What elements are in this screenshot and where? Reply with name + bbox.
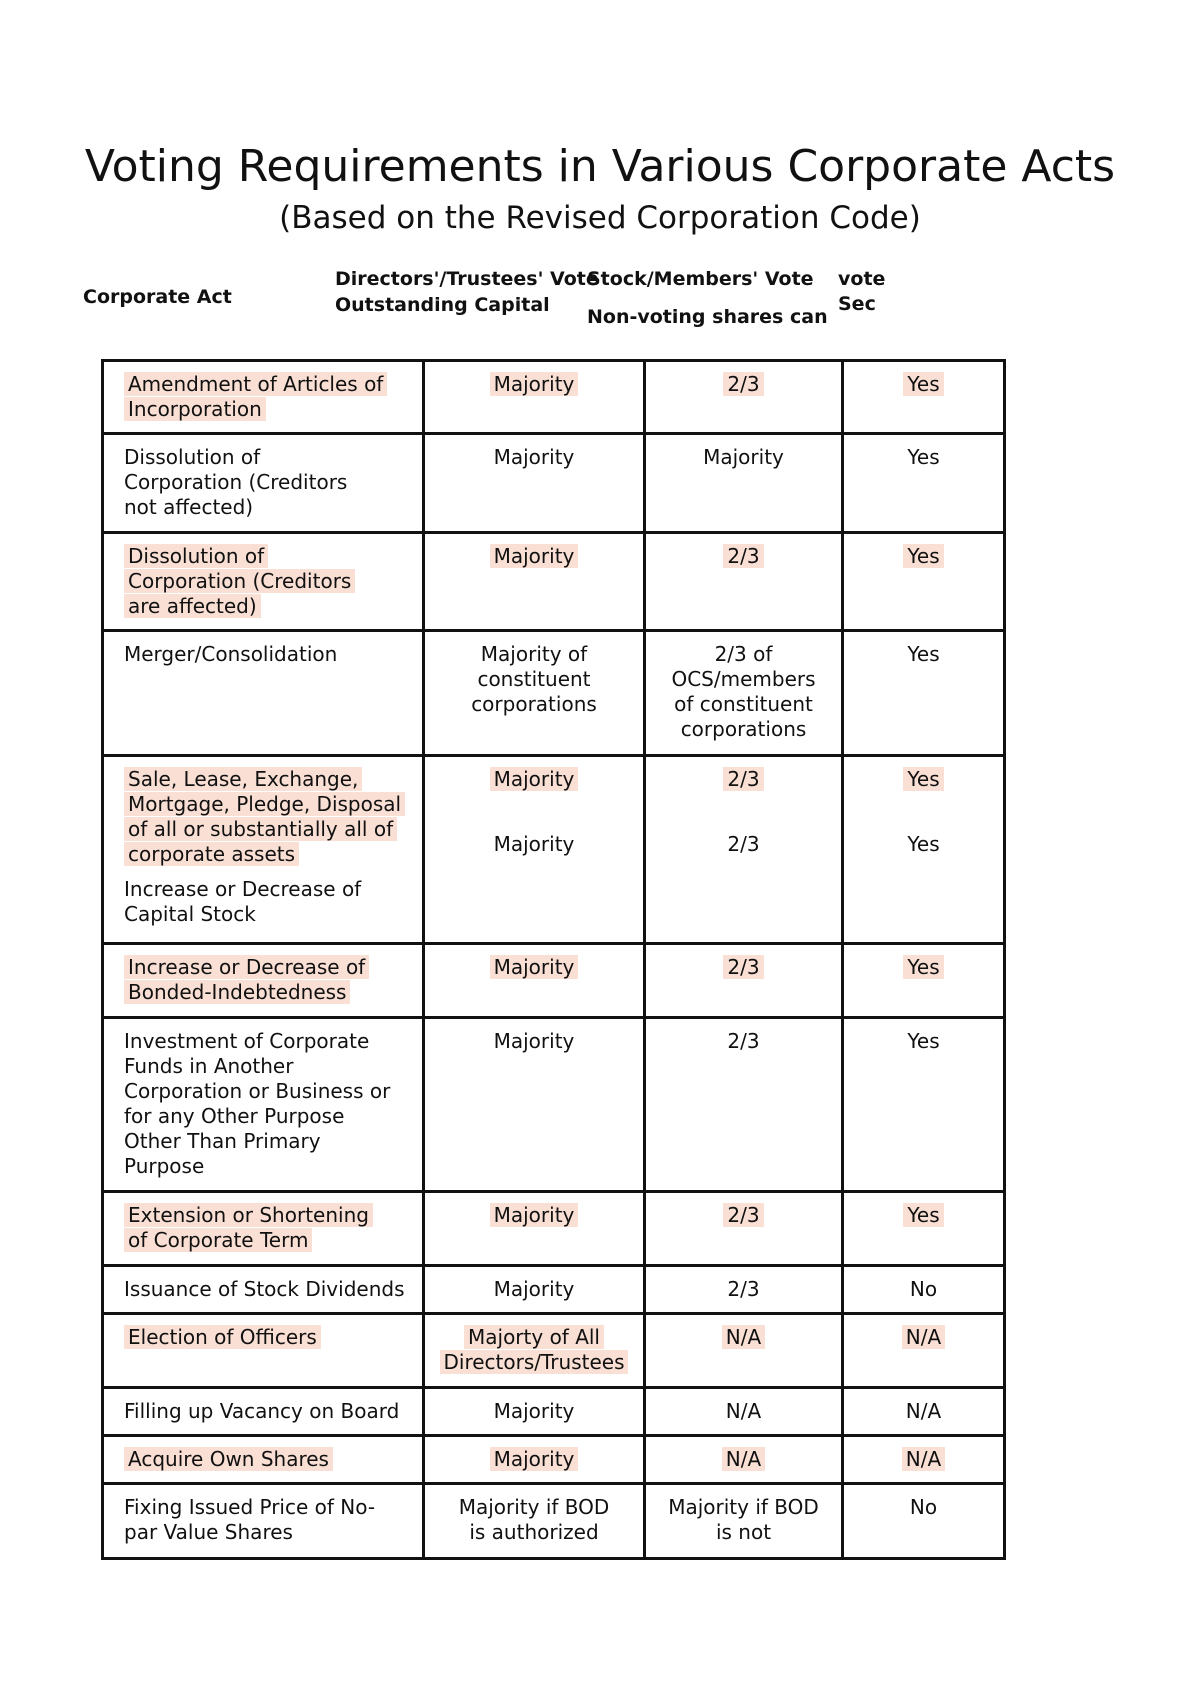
voting-requirements-table — [101, 359, 1006, 1560]
header-stock-line2: Non-voting shares can — [587, 306, 828, 328]
vote-text: N/A — [902, 1447, 945, 1471]
cell-act — [103, 533, 424, 631]
stock-text: Majority — [703, 445, 784, 469]
cell-directors — [424, 631, 645, 756]
cell-vote — [843, 361, 1005, 434]
directors-text: Majority — [490, 1203, 579, 1227]
cell-directors — [424, 756, 645, 944]
stock-text: N/A — [722, 1447, 765, 1471]
directors-text: Majorty of All Directors/Trustees — [440, 1325, 629, 1374]
cell-act — [103, 1018, 424, 1192]
cell-stock — [645, 1266, 843, 1314]
cell-act — [103, 361, 424, 434]
stock-text-secondary: 2/3 — [727, 832, 760, 856]
vote-text: Yes — [907, 445, 940, 469]
cell-vote — [843, 1484, 1005, 1559]
cell-vote — [843, 1436, 1005, 1484]
directors-text: Majority if BOD is authorized — [458, 1495, 610, 1544]
cell-directors — [424, 944, 645, 1018]
stock-text: 2/3 — [723, 544, 763, 568]
act-text: Investment of Corporate Funds in Another Corporation or Business or for any Other Purpose Other Than Primary Purpose — [124, 1029, 391, 1178]
cell-directors — [424, 1192, 645, 1266]
cell-stock — [645, 631, 843, 756]
stock-text: 2/3 — [723, 1203, 763, 1227]
cell-directors — [424, 1266, 645, 1314]
table-row — [103, 1314, 1005, 1388]
header-vote-line1: vote — [838, 268, 886, 290]
directors-text: Majority — [490, 767, 579, 791]
cell-vote — [843, 434, 1005, 533]
cell-vote — [843, 1314, 1005, 1388]
cell-stock — [645, 361, 843, 434]
act-text: Dissolution of Corporation (Creditors are affected) — [124, 544, 355, 618]
vote-text: No — [909, 1277, 938, 1301]
stock-text: 2/3 — [723, 955, 763, 979]
cell-act — [103, 1484, 424, 1559]
header-stock-line1: Stock/Members' Vote — [587, 268, 814, 290]
stock-text: 2/3 — [727, 1277, 760, 1301]
header-vote-line2: Sec — [838, 293, 876, 315]
cell-act — [103, 1192, 424, 1266]
act-text: Sale, Lease, Exchange, Mortgage, Pledge, Disposal of all or substantially all of corporate assets — [124, 767, 405, 866]
vote-text-secondary: Yes — [907, 832, 940, 856]
directors-text: Majority — [490, 1447, 579, 1471]
table-row — [103, 1388, 1005, 1436]
table-row — [103, 944, 1005, 1018]
cell-act — [103, 434, 424, 533]
act-text: Filling up Vacancy on Board — [124, 1399, 400, 1423]
table-row — [103, 1484, 1005, 1559]
cell-stock — [645, 1018, 843, 1192]
vote-text: Yes — [907, 642, 940, 666]
cell-directors — [424, 1388, 645, 1436]
table-row — [103, 1018, 1005, 1192]
cell-vote — [843, 944, 1005, 1018]
vote-text: N/A — [902, 1325, 945, 1349]
directors-text: Majority — [493, 1029, 575, 1053]
directors-text-secondary: Majority — [493, 832, 575, 856]
stock-text: 2/3 of OCS/members of constituent corporations — [671, 642, 816, 741]
table-row — [103, 756, 1005, 944]
table-row — [103, 1436, 1005, 1484]
table-row — [103, 1266, 1005, 1314]
cell-directors — [424, 1484, 645, 1559]
cell-stock — [645, 1436, 843, 1484]
cell-directors — [424, 434, 645, 533]
stock-text: 2/3 — [727, 1029, 760, 1053]
directors-text: Majority — [490, 955, 579, 979]
cell-act — [103, 944, 424, 1018]
cell-directors — [424, 1314, 645, 1388]
table-row — [103, 361, 1005, 434]
cell-vote — [843, 1388, 1005, 1436]
table-row — [103, 1192, 1005, 1266]
cell-vote — [843, 1266, 1005, 1314]
cell-stock — [645, 1388, 843, 1436]
stock-text: 2/3 — [723, 767, 763, 791]
act-text: Merger/Consolidation — [124, 642, 338, 666]
directors-text: Majority — [493, 1277, 575, 1301]
vote-text: Yes — [907, 1029, 940, 1053]
table-row — [103, 533, 1005, 631]
header-directors-line1: Directors'/Trustees' Vote — [335, 268, 599, 290]
act-text-secondary: Increase or Decrease of Capital Stock — [124, 877, 362, 926]
cell-directors — [424, 361, 645, 434]
header-directors-line2: Outstanding Capital — [335, 294, 550, 316]
stock-text: 2/3 — [723, 372, 763, 396]
cell-stock — [645, 533, 843, 631]
act-text: Election of Officers — [124, 1325, 321, 1349]
act-text: Increase or Decrease of Bonded-Indebtedness — [124, 955, 369, 1004]
cell-directors — [424, 1436, 645, 1484]
cell-act — [103, 1266, 424, 1314]
directors-text: Majority of constituent corporations — [471, 642, 597, 716]
cell-act — [103, 1388, 424, 1436]
cell-stock — [645, 944, 843, 1018]
cell-act — [103, 631, 424, 756]
stock-text: Majority if BOD is not — [668, 1495, 819, 1544]
cell-directors — [424, 533, 645, 631]
page-subtitle: (Based on the Revised Corporation Code) — [279, 200, 921, 236]
stock-text: N/A — [722, 1325, 765, 1349]
page-title: Voting Requirements in Various Corporate Acts — [84, 141, 1116, 192]
vote-text: Yes — [903, 955, 943, 979]
cell-act — [103, 1314, 424, 1388]
act-text: Fixing Issued Price of No-par Value Shares — [124, 1495, 376, 1544]
cell-vote — [843, 1192, 1005, 1266]
vote-text: No — [909, 1495, 938, 1519]
vote-text: Yes — [903, 372, 943, 396]
table-row — [103, 631, 1005, 756]
cell-stock — [645, 1484, 843, 1559]
cell-act — [103, 1436, 424, 1484]
cell-vote — [843, 533, 1005, 631]
cell-stock — [645, 1314, 843, 1388]
stock-text: N/A — [725, 1399, 762, 1423]
act-text: Extension or Shortening of Corporate Term — [124, 1203, 373, 1252]
vote-text: N/A — [905, 1399, 942, 1423]
cell-act — [103, 756, 424, 944]
act-text: Dissolution of Corporation (Creditors not affected) — [124, 445, 348, 519]
cell-stock — [645, 756, 843, 944]
cell-vote — [843, 756, 1005, 944]
act-text: Issuance of Stock Dividends — [124, 1277, 405, 1301]
act-text: Acquire Own Shares — [124, 1447, 333, 1471]
cell-stock — [645, 434, 843, 533]
cell-stock — [645, 1192, 843, 1266]
act-text: Amendment of Articles of Incorporation — [124, 372, 387, 421]
directors-text: Majority — [493, 445, 575, 469]
vote-text: Yes — [903, 767, 943, 791]
vote-text: Yes — [903, 1203, 943, 1227]
vote-text: Yes — [903, 544, 943, 568]
directors-text: Majority — [490, 372, 579, 396]
table-row — [103, 434, 1005, 533]
directors-text: Majority — [490, 544, 579, 568]
cell-vote — [843, 631, 1005, 756]
header-corporate-act: Corporate Act — [83, 286, 232, 308]
cell-vote — [843, 1018, 1005, 1192]
directors-text: Majority — [493, 1399, 575, 1423]
cell-directors — [424, 1018, 645, 1192]
